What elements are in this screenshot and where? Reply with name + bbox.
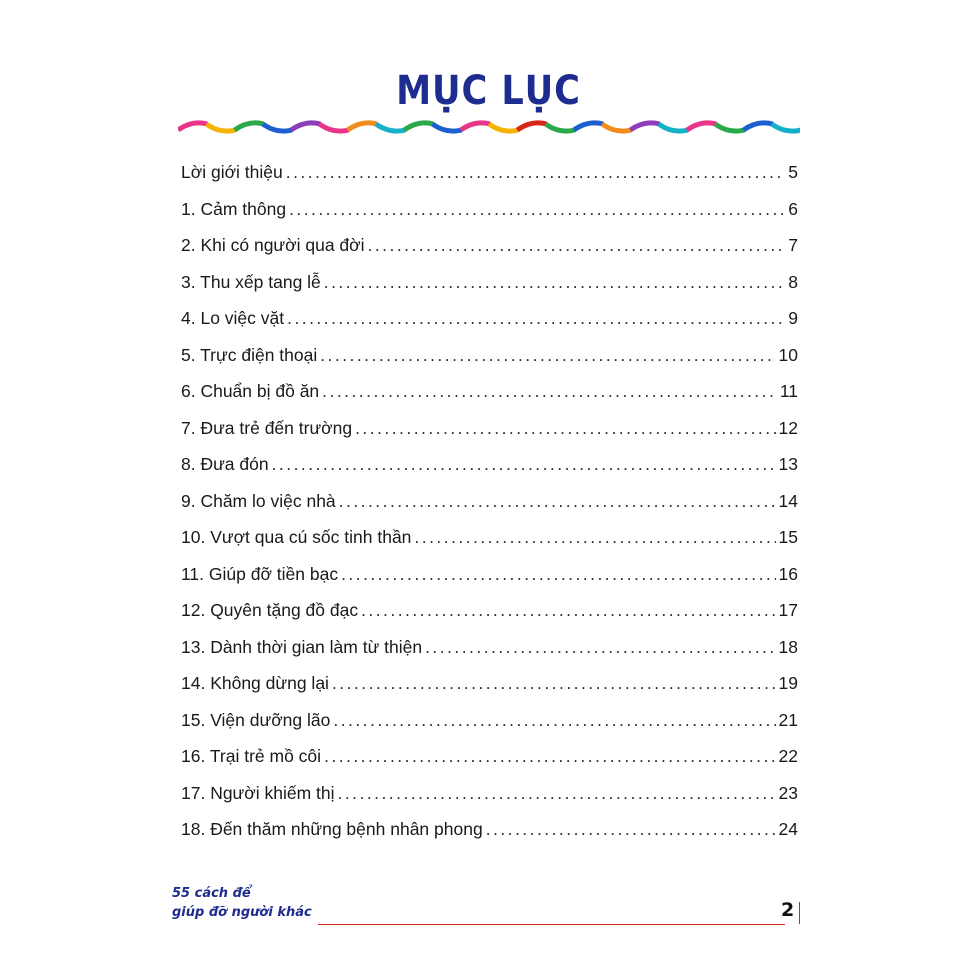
page-number: 2 — [781, 899, 795, 921]
toc-leader-dots — [339, 483, 776, 520]
wave-stripe-segment — [263, 124, 292, 131]
toc-entry-page: 9 — [788, 308, 798, 328]
wave-stripe-segment — [291, 123, 320, 130]
toc-entry-page: 11 — [779, 381, 798, 401]
toc-entry-label: 6. Chuẩn bị đồ ăn — [181, 381, 320, 401]
wave-stripe-segment — [715, 124, 744, 131]
toc-entry-page: 13 — [778, 454, 798, 474]
toc-entry-label: 13. Dành thời gian làm từ thiện — [181, 636, 423, 657]
page-title: MỤC LỤC — [396, 68, 581, 114]
wave-stripe-segment — [743, 123, 772, 130]
toc-entry — [181, 410, 798, 447]
toc-entry — [181, 264, 798, 301]
toc-entry-label: 18. Đến thăm những bệnh nhân phong — [181, 819, 483, 839]
toc-entry — [181, 191, 798, 228]
toc-leader-dots — [272, 446, 776, 483]
toc-leader-dots — [338, 775, 776, 812]
toc-entry-label: 5. Trực điện thoại — [181, 344, 318, 365]
toc-leader-dots — [322, 373, 777, 410]
toc-entry — [181, 775, 798, 812]
toc-leader-dots — [324, 738, 775, 775]
toc-entry-label: 1. Cảm thông — [181, 198, 287, 219]
footer-rule — [318, 924, 785, 925]
toc-entry-label: 7. Đưa trẻ đến trường — [181, 417, 353, 438]
wave-stripe-segment — [404, 123, 433, 130]
toc-entry-label: 9. Chăm lo việc nhà — [181, 490, 336, 511]
toc-entry — [181, 592, 798, 629]
toc-leader-dots — [368, 227, 786, 264]
toc-leader-dots — [361, 592, 775, 629]
footer-page-marker — [799, 902, 800, 924]
toc-entry-page: 6 — [788, 198, 798, 219]
toc-entry — [181, 446, 798, 483]
toc-leader-dots — [332, 665, 776, 702]
toc-entry-page: 24 — [778, 819, 798, 839]
toc-entry-label: 14. Không dừng lại — [181, 673, 329, 693]
toc-entry-label: 10. Vượt qua cú sốc tinh thần — [181, 527, 412, 547]
toc-leader-dots — [287, 300, 785, 337]
toc-leader-dots — [425, 629, 775, 666]
toc-entry — [181, 665, 798, 702]
toc-entry — [181, 227, 798, 264]
toc-entry — [181, 300, 798, 337]
toc-entry — [181, 629, 798, 666]
book-title-line-1: 55 cách để — [172, 886, 251, 901]
toc-entry — [181, 556, 798, 593]
toc-entry-label: 4. Lo việc vặt — [181, 308, 285, 328]
toc-leader-dots — [289, 191, 785, 228]
toc-leader-dots — [333, 702, 775, 739]
wave-stripe-segment — [489, 124, 518, 131]
toc-entry-page: 15 — [778, 527, 798, 547]
toc-entry — [181, 519, 798, 556]
toc-entry-label: 15. Viện dưỡng lão — [181, 709, 331, 730]
rainbow-wave-divider — [178, 116, 800, 138]
toc-entry-label: Lời giới thiệu — [181, 162, 283, 182]
toc-entry-page: 17 — [778, 600, 798, 620]
toc-entry — [181, 154, 798, 191]
book-title-brand — [172, 884, 312, 922]
toc-leader-dots — [341, 556, 775, 593]
toc-entry-label: 2. Khi có người qua đời — [181, 235, 365, 255]
wave-stripe-segment — [348, 123, 377, 130]
wave-stripe-segment — [546, 124, 575, 131]
wave-stripe-segment — [772, 124, 800, 131]
toc-leader-dots — [355, 410, 775, 447]
toc-entry-page: 10 — [778, 344, 798, 365]
wave-stripe-segment — [178, 123, 207, 130]
wave-stripe-segment — [659, 124, 688, 131]
toc-entry — [181, 702, 798, 739]
toc-entry-page: 18 — [778, 636, 798, 657]
toc-entry-page: 8 — [788, 271, 798, 292]
toc-entry — [181, 373, 798, 410]
toc-entry-page: 7 — [788, 235, 798, 255]
table-of-contents — [181, 154, 798, 848]
toc-leader-dots — [486, 811, 776, 848]
toc-entry — [181, 738, 798, 775]
wave-stripe-segment — [574, 123, 603, 130]
book-title-line-2: giúp đỡ người khác — [172, 905, 312, 920]
wave-stripe-segment — [461, 123, 490, 130]
toc-entry-label: 8. Đưa đón — [181, 454, 269, 474]
toc-leader-dots — [324, 264, 785, 301]
toc-leader-dots — [320, 337, 775, 374]
toc-entry-page: 19 — [778, 673, 798, 693]
wave-stripe-segment — [206, 124, 235, 131]
toc-entry — [181, 337, 798, 374]
toc-entry-label: 11. Giúp đỡ tiền bạc — [181, 563, 339, 584]
toc-entry-page: 5 — [788, 162, 798, 182]
wave-stripe-segment — [602, 124, 631, 131]
toc-entry-page: 12 — [778, 417, 798, 438]
wave-stripe-segment — [319, 124, 348, 131]
wave-stripe-segment — [687, 123, 716, 130]
wave-stripe-segment — [517, 123, 546, 130]
toc-entry-page: 22 — [778, 746, 798, 766]
toc-entry-label: 3. Thu xếp tang lễ — [181, 271, 321, 292]
toc-entry-page: 21 — [778, 709, 798, 730]
toc-entry-label: 12. Quyên tặng đồ đạc — [181, 600, 359, 620]
wave-stripe-segment — [235, 123, 264, 130]
toc-entry-label: 16. Trại trẻ mồ côi — [181, 746, 322, 766]
wave-stripe-segment — [630, 123, 659, 130]
toc-leader-dots — [286, 154, 786, 191]
toc-entry-label: 17. Người khiếm thị — [181, 782, 335, 803]
toc-entry-page: 16 — [778, 563, 798, 584]
toc-entry-page: 23 — [778, 782, 798, 803]
toc-leader-dots — [414, 519, 775, 556]
toc-entry — [181, 811, 798, 848]
wave-stripe-segment — [376, 124, 405, 131]
wave-stripe-segment — [432, 124, 461, 131]
toc-entry — [181, 483, 798, 520]
toc-entry-page: 14 — [778, 490, 798, 511]
